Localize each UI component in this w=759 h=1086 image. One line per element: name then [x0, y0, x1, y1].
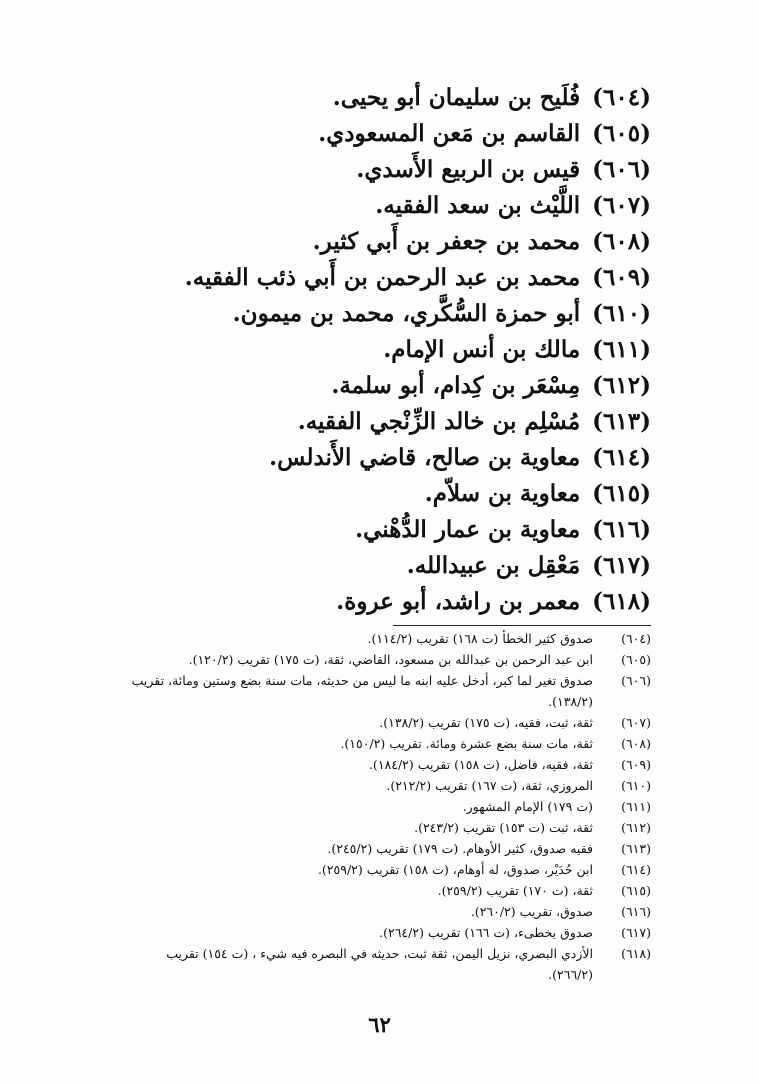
entry-number: (٦١١)	[592, 336, 651, 363]
entry-text: معاوية بن صالح، قاضي الأَندلس.	[269, 444, 581, 471]
footnote-divider	[393, 625, 651, 626]
entry-613	[298, 402, 651, 442]
entry-611	[383, 330, 651, 370]
entry-608	[313, 222, 651, 262]
entry-text: محمد بن عبد الرحمن بن أَبي ذئب الفقيه.	[184, 264, 581, 291]
entry-number: (٦٠٩)	[592, 264, 651, 291]
entry-616	[355, 510, 651, 550]
footnote-text: ثقة، (ت ١٧٠) تقريب (٢٥٩/٢).	[437, 883, 593, 898]
footnote-text: فقيه صدوق، كثير الأوهام. (ت ١٧٩) تقريب (٢٤٥/٢).	[327, 841, 593, 856]
footnote-text: (ت ١٧٩) الإمام المشهور.	[462, 799, 593, 814]
entry-text: معاوية بن سلاّم.	[424, 480, 581, 507]
entry-615	[425, 474, 651, 514]
footnote-number: (٦١٢)	[621, 820, 651, 835]
entry-604	[333, 78, 651, 118]
footnote-continuation: (١٣٨/٢).	[548, 694, 593, 709]
footnote-number: (٦١٤)	[621, 862, 651, 877]
footnote-609	[106, 754, 651, 775]
footnote-text: ثقة، ثبت (ت ١٥٣) تقريب (٢٤٣/٢).	[414, 820, 593, 835]
footnote-number: (٦١٦)	[621, 904, 651, 919]
entry-number: (٦١٦)	[592, 516, 651, 543]
entry-number: (٦١٤)	[592, 444, 651, 471]
footnote-610	[106, 775, 651, 796]
footnote-618	[106, 943, 651, 985]
footnote-text: ابن حُدَيْر، صدوق، له أوهام، (ت ١٥٨) تقريب (٢٥٩/٢).	[317, 862, 593, 877]
footnote-604	[106, 628, 651, 649]
footnote-text: المروزي، ثقة، (ت ١٦٧) تقريب (٢١٢/٢).	[386, 778, 593, 793]
entry-number: (٦٠٨)	[592, 228, 651, 255]
page-number: ٦٢	[368, 1012, 391, 1037]
entry-text: قيس بن الربيع الأَسدي.	[356, 156, 581, 183]
entry-605	[318, 114, 651, 154]
entry-number: (٦١٢)	[592, 372, 651, 399]
footnote-613	[106, 838, 651, 859]
footnote-continuation: (٢٦٦/٢).	[548, 967, 593, 982]
entry-number: (٦١٠)	[592, 300, 651, 327]
footnote-number: (٦١٣)	[621, 841, 651, 856]
entry-609	[185, 258, 651, 298]
footnote-number: (٦١٨)	[621, 946, 651, 961]
footnote-text: الأزدي البصري، نزيل اليمن، ثقة ثبت، حديثه في البصره فيه شيء ، (ت ١٥٤) تقريب	[166, 946, 593, 961]
footnote-616	[106, 901, 651, 922]
footnote-text: ثقة، ثبت، فقيه، (ت ١٧٥) تقريب (١٣٨/٢).	[379, 715, 593, 730]
entry-614	[269, 438, 651, 478]
entry-text: أبو حمزة السُّكَّري، محمد بن ميمون.	[232, 300, 581, 327]
entry-text: مَعْقِل بن عبيدالله.	[406, 552, 581, 579]
footnote-number: (٦٠٧)	[621, 715, 651, 730]
entry-607	[375, 186, 651, 226]
footnote-number: (٦٠٨)	[621, 736, 651, 751]
entry-number: (٦٠٥)	[592, 120, 651, 147]
entry-number: (٦٠٧)	[592, 192, 651, 219]
entry-text: القاسم بن مَعن المسعودي.	[318, 120, 581, 147]
footnote-text: صدوق، تقريب (٢٦٠/٢).	[470, 904, 593, 919]
entry-text: فُلَيح بن سليمان أبو يحيى.	[332, 84, 581, 111]
footnote-606	[106, 670, 651, 712]
footnote-text: ثقة، مات سنة بضع عشرة ومائة. تقريب (١٥٠/٢).	[340, 736, 593, 751]
entry-text: معاوية بن عمار الدُّهْني.	[355, 516, 581, 543]
entry-618	[336, 582, 651, 622]
footnote-number: (٦٠٤)	[621, 631, 651, 646]
footnote-612	[106, 817, 651, 838]
entry-text: اللَّيْث بن سعد الفقيه.	[375, 192, 581, 219]
entry-617	[407, 546, 651, 586]
footnote-text: صدوق كثير الخطأ (ت ١٦٨) تقريب (١١٤/٢).	[367, 631, 593, 646]
entry-610	[233, 294, 651, 334]
footnote-number: (٦٠٥)	[621, 652, 651, 667]
footnote-text: ثقة، فقيه، فاضل، (ت ١٥٨) تقريب (١٨٤/٢).	[368, 757, 593, 772]
entry-text: محمد بن جعفر بن أَبي كثير.	[312, 228, 581, 255]
footnote-617	[106, 922, 651, 943]
footnote-614	[106, 859, 651, 880]
entry-number: (٦١٥)	[592, 480, 651, 507]
footnote-number: (٦٠٩)	[621, 757, 651, 772]
footnote-text: صدوق تغير لما كبر، أدخل عليه ابنه ما ليس من حديثه، مات سنة بضع وستين ومائة، تقريب	[131, 673, 593, 688]
footnote-608	[106, 733, 651, 754]
entry-text: مالك بن أنس الإمام.	[383, 336, 581, 363]
entry-number: (٦١٨)	[592, 588, 651, 615]
entry-text: مِسْعَر بن كِدام، أبو سلمة.	[331, 372, 581, 399]
footnote-607	[106, 712, 651, 733]
footnote-611	[106, 796, 651, 817]
entry-606	[356, 150, 651, 190]
footnote-605	[106, 649, 651, 670]
entry-number: (٦٠٤)	[592, 84, 651, 111]
footnote-number: (٦١١)	[621, 799, 651, 814]
footnote-615	[106, 880, 651, 901]
footnote-text: ابن عبد الرحمن بن عبدالله بن مسعود، القاضي، ثقة، (ت ١٧٥) تقريب (١٢٠/٢).	[188, 652, 593, 667]
entry-number: (٦١٧)	[592, 552, 651, 579]
entry-number: (٦٠٦)	[592, 156, 651, 183]
footnote-number: (٦١٥)	[621, 883, 651, 898]
entry-612	[331, 366, 651, 406]
footnote-text: صدوق يخطىء، (ت ١٦٦) تقريب (٢٦٤/٢).	[379, 925, 593, 940]
footnote-number: (٦٠٦)	[621, 673, 651, 688]
footnote-number: (٦١٧)	[621, 925, 651, 940]
entry-number: (٦١٣)	[592, 408, 651, 435]
entry-text: مُسْلِم بن خالد الزِّنْجي الفقيه.	[297, 408, 581, 435]
entry-text: معمر بن راشد، أبو عروة.	[336, 588, 581, 615]
footnote-number: (٦١٠)	[621, 778, 651, 793]
